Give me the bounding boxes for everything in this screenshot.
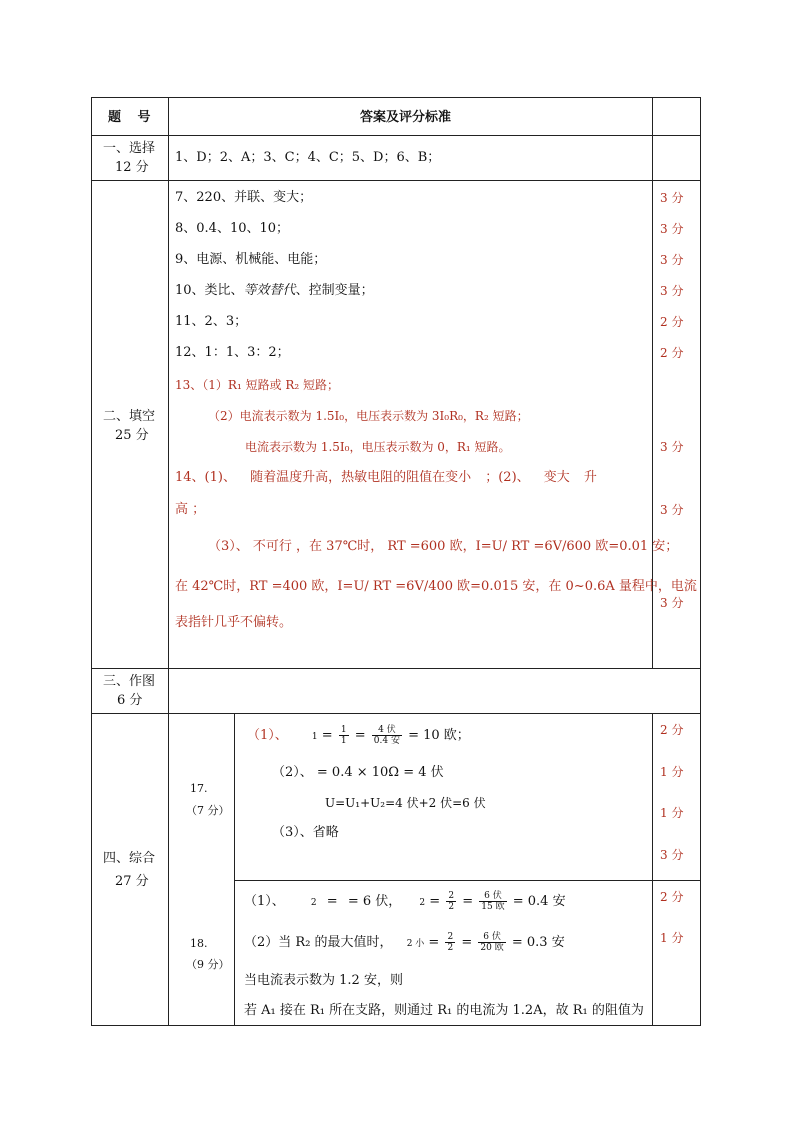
q18-line2: （2）当 R₂ 的最大值时， 2 小 = $\frac{2}{2}$ = $\frac{\text{6 伏}}{\text{20 欧}}$ = 0.3 安 <box>244 932 565 953</box>
q17-points: （7 分） <box>186 804 230 817</box>
q17-frac-b <box>372 725 402 746</box>
score-q10: 3 分 <box>660 284 684 298</box>
score-q9: 3 分 <box>660 253 684 267</box>
score-q11: 2 分 <box>660 315 684 329</box>
q18-frac-d-num: 6 伏 <box>478 932 505 943</box>
q18-frac-a: $\frac{2}{2}$ <box>448 891 455 912</box>
q18-line1-prefix: （1）、 <box>244 894 285 909</box>
q17-frac-b-den: 0.4 安 <box>373 736 400 746</box>
q7-answer: 7、220、并联、变大； <box>175 190 313 205</box>
q17-r1-symbol: 1 <box>311 732 318 742</box>
col-divider-3b <box>652 713 653 1026</box>
table-border-left <box>91 97 92 1026</box>
q18-number: 18. <box>190 937 208 950</box>
row-divider-1 <box>91 135 701 136</box>
q13-line2: （2）电流表示数为 1.5I₀，电压表示数为 3I₀R₀，R₂ 短路； <box>208 409 529 423</box>
q18-frac-b <box>479 891 506 912</box>
q18-line1-mid: = 6 伏， <box>347 894 402 909</box>
q18-frac-b-den: 15 欧 <box>481 902 505 912</box>
s3-label-b: 6 分 <box>117 693 143 708</box>
score-q18-1: 2 分 <box>660 890 684 904</box>
q13-line1: 13、（1）R₁ 短路或 R₂ 短路； <box>175 378 340 392</box>
table-border-right <box>700 97 701 1026</box>
q17-line2: （2）、 = 0.4 × 10Ω = 4 伏 <box>272 765 444 780</box>
q14-line4: 在 42℃时，RT =400 欧，I=U/ RT =6V/400 欧=0.015 安，在 0~0.6A 量程中，电流 <box>175 579 697 594</box>
q10-part-c: 、控制变量； <box>295 283 374 298</box>
row-divider-5 <box>234 880 701 881</box>
q17-line1-result: = 10 欧； <box>408 728 470 743</box>
q18-line2-prefix: （2）当 R₂ 的最大值时， <box>244 935 393 950</box>
q9-answer: 9、电源、机械能、电能； <box>175 252 327 267</box>
col-divider-2 <box>234 713 235 1026</box>
q14-line3: （3）、 不可行 ，在 37℃时， RT =600 欧，I=U/ RT =6V/600 欧=0.01 安； <box>208 539 679 554</box>
q17-line1: （1）、 1 = $\frac{1}{1}$ = $\frac{\text{4 伏}}{\text{0.4 安}}$ = 10 欧； <box>247 725 470 746</box>
q14-line5: 表指针几乎不偏转。 <box>175 615 293 630</box>
q8-answer: 8、0.4、10、10； <box>175 221 290 236</box>
q14-line2: 高 ； <box>175 502 206 517</box>
s2-label-b: 25 分 <box>115 428 149 443</box>
q18-points: （9 分） <box>186 958 230 971</box>
score-q13: 3 分 <box>660 440 684 454</box>
col-divider-1 <box>168 97 169 1026</box>
q10-part-b: 等效替代 <box>243 283 296 298</box>
s1-label-b: 12 分 <box>115 160 149 175</box>
score-q17-4: 3 分 <box>660 848 684 862</box>
row-divider-3 <box>91 668 701 669</box>
q18-line2-end: = 0.3 安 <box>511 935 565 950</box>
q18-line1-end: = 0.4 安 <box>512 894 566 909</box>
s3-label-a: 三、作图 <box>103 674 156 689</box>
score-q12: 2 分 <box>660 346 684 360</box>
s4-label-a: 四、综合 <box>103 851 156 866</box>
q17-line4: （3）、省略 <box>272 825 339 840</box>
q17-line3: U=U₁+U₂=4 伏+2 伏=6 伏 <box>325 796 486 810</box>
score-q17-3: 1 分 <box>660 806 684 820</box>
q18-frac-d <box>478 932 505 953</box>
row-divider-4 <box>91 713 701 714</box>
header-answer-title: 答案及评分标准 <box>360 110 452 125</box>
q18-frac-b-num: 6 伏 <box>479 891 506 902</box>
q17-number: 17. <box>190 782 208 795</box>
score-q14-a: 3 分 <box>660 503 684 517</box>
s1-label-a: 一、选择 <box>103 141 156 156</box>
score-q18-2: 1 分 <box>660 931 684 945</box>
q14-line1: 14、(1)、 随着温度升高，热敏电阻的阻值在变小 ；(2)、 变大 升 <box>175 470 597 485</box>
q18-line3: 当电流表示数为 1.2 安，则 <box>244 973 403 988</box>
q13-line3: 电流表示数为 1.5I₀，电压表示数为 0，R₁ 短路。 <box>245 440 511 454</box>
score-q17-2: 1 分 <box>660 765 684 779</box>
s4-label-b: 27 分 <box>115 874 149 889</box>
s2-label-a: 二、填空 <box>103 409 156 424</box>
q11-answer: 11、2、3； <box>175 314 248 329</box>
q18-line4: 若 A₁ 接在 R₁ 所在支路，则通过 R₁ 的电流为 1.2A，故 R₁ 的阻值为 <box>244 1003 644 1018</box>
q10-part-a: 10、类比、 <box>175 283 244 298</box>
score-q17-1: 2 分 <box>660 723 684 737</box>
score-q8: 3 分 <box>660 222 684 236</box>
table-border-top <box>91 97 701 98</box>
header-question-number: 题 号 <box>108 110 157 125</box>
q17-frac-b-num: 4 伏 <box>372 725 402 736</box>
q18-line1: （1）、 2 = = 6 伏， 2 = $\frac{2}{2}$ = $\frac{\text{6 伏}}{\text{15 欧}}$ = 0.4 安 <box>244 891 566 912</box>
row-divider-2 <box>91 180 701 181</box>
q18-frac-d-den: 20 欧 <box>480 943 504 953</box>
s1-answer: 1、D；2、A；3、C；4、C；5、D；6、B； <box>175 150 441 165</box>
score-q7: 3 分 <box>660 191 684 205</box>
q17-frac-a: $\frac{1}{1}$ <box>340 725 347 746</box>
table-border-bottom <box>91 1025 701 1026</box>
q10-answer <box>175 283 374 299</box>
q12-answer: 12、1：1、3：2； <box>175 345 290 360</box>
q18-frac-c: $\frac{2}{2}$ <box>447 932 454 953</box>
score-q14-b: 3 分 <box>660 596 684 610</box>
q17-line1-prefix: （1）、 <box>247 728 288 743</box>
